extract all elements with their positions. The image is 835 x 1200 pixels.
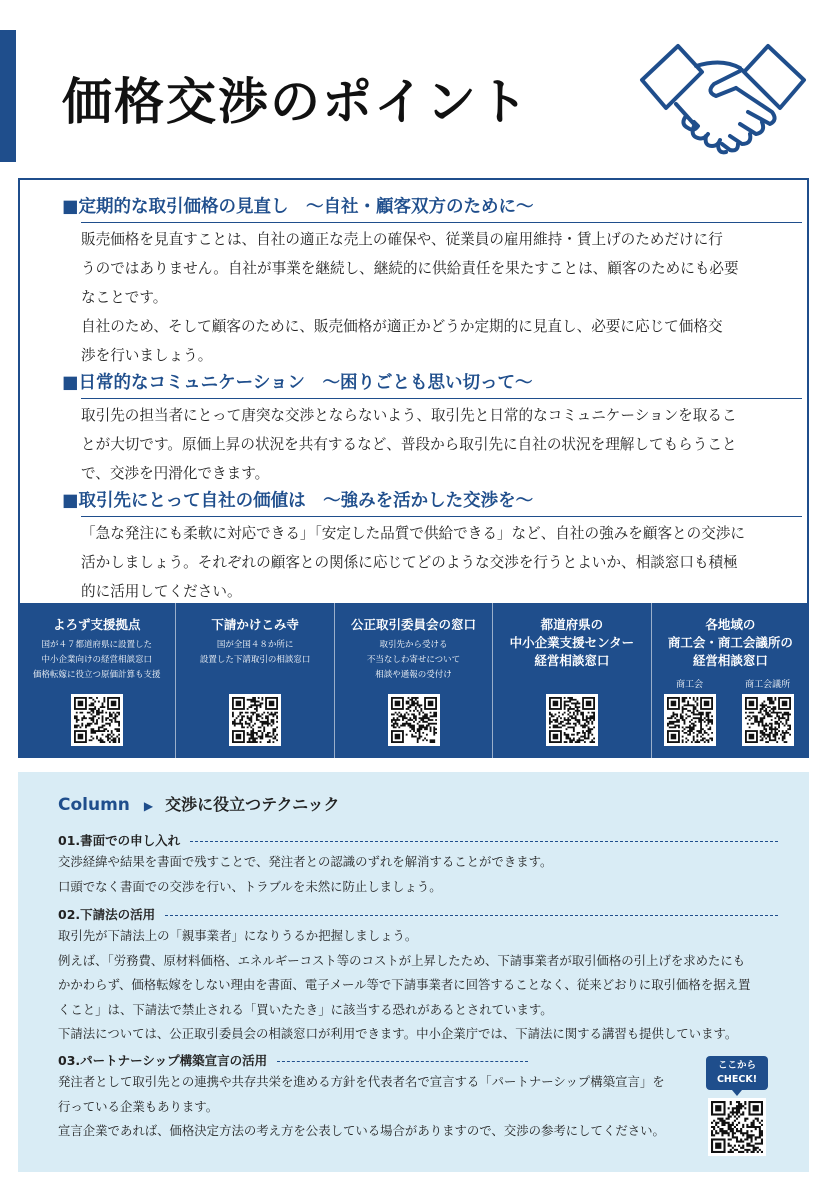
body-line: 宣言企業であれば、価格決定方法の考え方を公表している場合がありますので、交渉の参考にしてください。 xyxy=(58,1123,665,1138)
check-badge xyxy=(706,1056,768,1090)
qr-label: 商工会議所 xyxy=(745,680,791,690)
column-box xyxy=(18,772,809,1172)
body-line: 取引先の担当者にとって唐突な交渉とならないよう、取引先と日常的なコミュニケーションを取るこ xyxy=(81,407,737,424)
body-line: 行っている企業もあります。 xyxy=(58,1098,219,1114)
technique-body xyxy=(58,850,778,899)
qr-code-partnership[interactable] xyxy=(708,1098,766,1156)
section-daily-communication xyxy=(62,370,802,488)
technique-written-request xyxy=(58,830,778,899)
column-heading: 交渉に役立つテクニック xyxy=(165,795,340,814)
column-label: Column xyxy=(58,795,130,815)
qr-code[interactable] xyxy=(546,694,598,746)
body-line: 交渉経緯や結果を書面で残すことで、発注者との認識のずれを解消することができます。 xyxy=(58,854,553,869)
body-line: 発注者として取引先との連携や共存共栄を進める方針を代表者名で宣言する「パートナーシップ構築宣言」を xyxy=(58,1074,665,1089)
desc-line: 国が４７都道府県に設置した xyxy=(41,640,152,650)
technique-heading-text: 01.書面での申し入れ xyxy=(58,833,181,848)
head-line: 都道府県の xyxy=(540,617,604,632)
page-title: 価格交渉のポイント xyxy=(62,73,530,131)
body-line: なことです。 xyxy=(81,289,168,306)
section-divider xyxy=(81,222,802,223)
section-heading: ■定期的な取引価格の見直し ～自社・顧客双方のために～ xyxy=(62,197,534,217)
qr-label: 商工会 xyxy=(676,680,704,690)
head-line: 各地域の xyxy=(705,617,756,632)
dashed-rule xyxy=(165,915,778,916)
section-heading: ■取引先にとって自社の価値は ～強みを活かした交渉を～ xyxy=(62,491,534,511)
body-line: 活かしましょう。それぞれの顧客との関係に応じてどのような交渉を行うとよいか、相談窓口も積極 xyxy=(81,554,738,571)
body-line: 下請法については、公正取引委員会の相談窓口が利用できます。中小企業庁では、下請法に関する講習も提供しています。 xyxy=(58,1026,738,1041)
consult-description xyxy=(18,638,175,683)
consult-yorozu xyxy=(18,603,176,758)
consult-heading xyxy=(493,616,650,670)
column-title xyxy=(58,792,340,815)
technique-body xyxy=(58,1070,778,1144)
body-line: 例えば、｢労務費、原材料価格、エネルギーコスト等のコストが上昇したため、下請事業者が取引価格の引上げを求めたにも xyxy=(58,952,746,968)
check-line: CHECK! xyxy=(716,1074,758,1085)
section-own-value xyxy=(62,488,802,606)
body-line: で、交渉を円滑化できます。 xyxy=(81,465,270,482)
head-line: 経営相談窓口 xyxy=(534,653,610,668)
triangle-right-icon: ▶ xyxy=(143,799,154,813)
dashed-rule xyxy=(277,1061,528,1062)
consult-description xyxy=(335,638,492,683)
technique-partnership xyxy=(58,1050,778,1144)
body-line: 「急な発注にも柔軟に対応できる」「安定した品質で供給できる」など、自社の強みを顧客との交渉に xyxy=(81,525,746,542)
body-line: かかわらず、価格転嫁をしない理由を書面、電子メール等で下請事業者に回答することなく、従来どおりに取引価格を据え置 xyxy=(58,977,751,992)
title-accent-bar xyxy=(0,30,16,162)
technique-heading xyxy=(58,830,778,850)
body-line: うのではありません。自社が事業を継続し、継続的に供給責任を果たすことは、顧客のためにも必要 xyxy=(81,260,739,277)
head-line: 中小企業支援センター xyxy=(509,635,635,650)
technique-heading-text: 02.下請法の活用 xyxy=(58,907,156,922)
body-line: 口頭でなく書面での交渉を行い、トラブルを未然に防止しましょう。 xyxy=(58,878,442,894)
qr-code[interactable] xyxy=(229,694,281,746)
technique-heading-text: 03.パートナーシップ構築宣言の活用 xyxy=(58,1053,268,1068)
consultation-band xyxy=(18,603,809,758)
body-line: 自社のため、そして顧客のために、販売価格が適正かどうか定期的に見直し、必要に応じて価格交 xyxy=(81,318,723,335)
technique-body xyxy=(58,924,778,1047)
consult-kakekomidera xyxy=(176,603,334,758)
dashed-rule xyxy=(190,841,778,842)
technique-heading xyxy=(58,904,778,924)
consult-jftc xyxy=(335,603,493,758)
desc-line: 国が全国４８か所に xyxy=(216,640,294,650)
desc-line: 取引先から受ける xyxy=(379,640,448,650)
consult-heading: 下請かけこみ寺 xyxy=(211,617,299,632)
technique-heading xyxy=(58,1050,528,1070)
section-heading: ■日常的なコミュニケーション ～困りごとも思い切って～ xyxy=(62,373,533,393)
body-line: 取引先が下請法上の「親事業者」になりうるか把握しましょう。 xyxy=(58,928,418,943)
section-divider xyxy=(81,516,802,517)
desc-line: 設置した下請取引の相談窓口 xyxy=(199,655,311,665)
body-line: くこと」は、下請法で禁止される「買いたたき」に該当する恐れがあるとされています。 xyxy=(58,1001,553,1017)
qr-code[interactable] xyxy=(388,694,440,746)
body-line: 販売価格を見直すことは、自社の適正な売上の確保や、従業員の雇用維持・賃上げのためだけに行 xyxy=(81,231,723,248)
consult-heading: 公正取引委員会の窓口 xyxy=(351,617,477,632)
body-line: 渉を行いましょう。 xyxy=(81,347,213,364)
consult-description xyxy=(176,638,333,668)
consult-heading: よろず支援拠点 xyxy=(52,617,141,632)
section-body xyxy=(62,401,802,488)
qr-code-shokokaigisho[interactable] xyxy=(742,694,794,746)
section-divider xyxy=(81,398,802,399)
section-periodic-review xyxy=(62,194,802,370)
qr-code[interactable] xyxy=(71,694,123,746)
body-line: 的に活用してください。 xyxy=(81,583,242,600)
qr-code-shokokai[interactable] xyxy=(664,694,716,746)
desc-line: 不当なしわ寄せについて xyxy=(366,655,461,665)
consult-chamber xyxy=(652,603,809,758)
consult-heading xyxy=(652,616,809,670)
handshake-icon xyxy=(636,28,811,168)
consult-prefecture-center xyxy=(493,603,651,758)
points-box xyxy=(18,178,809,603)
desc-line: 中小企業向けの経営相談窓口 xyxy=(41,655,152,665)
section-body xyxy=(62,225,802,370)
body-line: とが大切です。原価上昇の状況を共有するなど、普段から取引先に自社の状況を理解してもらうこと xyxy=(81,436,737,453)
head-line: 商工会・商工会議所の xyxy=(667,635,793,650)
technique-subcontract-act xyxy=(58,904,778,1047)
desc-line: 相談や通報の受付け xyxy=(375,670,452,680)
desc-line: 価格転嫁に役立つ原価計算も支援 xyxy=(32,670,161,680)
head-line: 経営相談窓口 xyxy=(692,653,768,668)
section-body xyxy=(62,519,802,606)
check-line: ここから xyxy=(717,1060,756,1071)
